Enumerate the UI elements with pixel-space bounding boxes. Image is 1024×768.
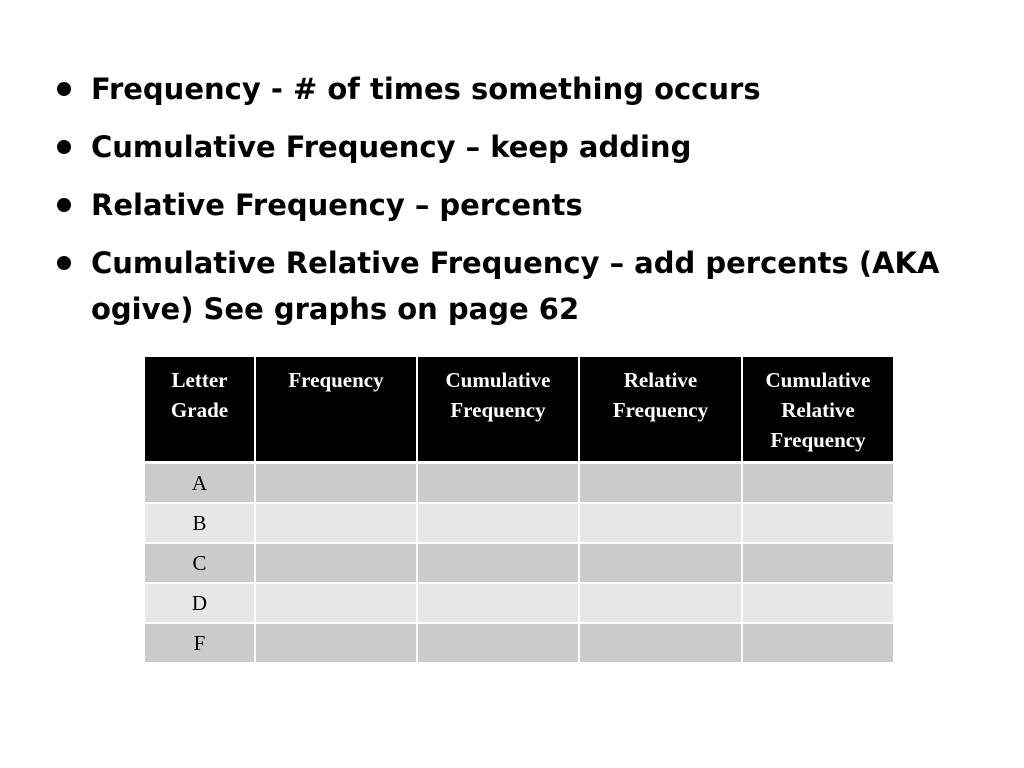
bullet-item [55,182,955,228]
grade-cell: C [145,543,255,583]
header-letter-grade: Letter Grade [145,357,255,463]
bullet-text: Frequency - # of times something occurs [91,72,761,106]
table-cell [742,503,893,543]
header-cumulative-relative-frequency: Cumulative Relative Frequency [742,357,893,463]
table-cell [579,623,742,663]
table-row [145,503,893,543]
table-cell [742,463,893,504]
table-cell [255,623,417,663]
table-row [145,543,893,583]
table-cell [417,463,579,504]
bullet-dot-icon [57,82,71,96]
bullet-dot-icon [57,256,71,270]
table-cell [417,583,579,623]
bullet-text: Cumulative Relative Frequency – add percents (AKA ogive) See graphs on page 62 [91,246,940,326]
table-cell [579,463,742,504]
table-cell [742,543,893,583]
table-cell [417,623,579,663]
header-cumulative-frequency: Cumulative Frequency [417,357,579,463]
frequency-table [145,357,893,664]
table-cell [417,543,579,583]
table-cell [742,583,893,623]
table-cell [579,543,742,583]
table-row [145,583,893,623]
table-cell [255,463,417,504]
table-cell [255,543,417,583]
table-cell [742,623,893,663]
table-cell [417,503,579,543]
header-frequency: Frequency [255,357,417,463]
bullet-item [55,66,955,112]
bullet-text: Relative Frequency – percents [91,188,583,222]
bullet-dot-icon [57,198,71,212]
grade-cell: F [145,623,255,663]
table-cell [579,583,742,623]
table-header-row [145,357,893,463]
bullet-list [55,66,955,344]
bullet-dot-icon [57,140,71,154]
grade-cell: B [145,503,255,543]
table-cell [579,503,742,543]
bullet-item [55,240,955,332]
table-cell [255,503,417,543]
table-row [145,623,893,663]
bullet-text: Cumulative Frequency – keep adding [91,130,692,164]
grade-cell: A [145,463,255,504]
grade-cell: D [145,583,255,623]
table-row [145,463,893,504]
header-relative-frequency: Relative Frequency [579,357,742,463]
bullet-item [55,124,955,170]
table-cell [255,583,417,623]
